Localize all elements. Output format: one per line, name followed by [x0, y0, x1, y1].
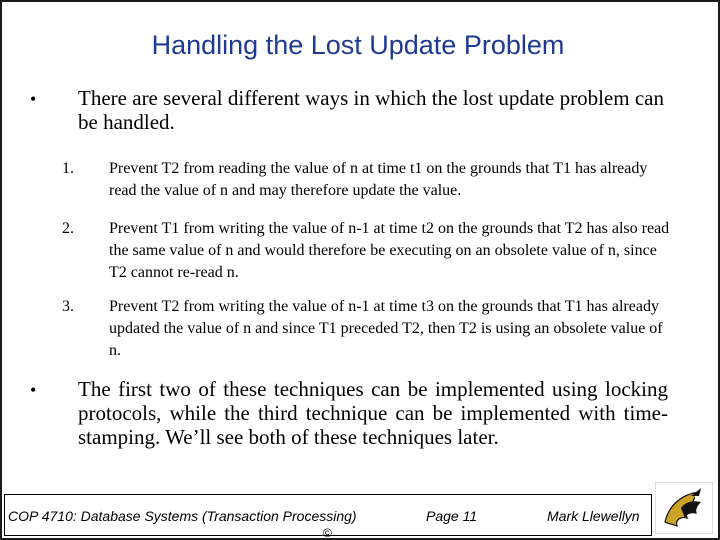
- bullet-text: The first two of these techniques can be implemented using locking protocols, while the third technique can be implemented with time-stamping. We’ll see both of these techniques later.: [78, 377, 668, 449]
- item-number: 3.: [62, 298, 74, 315]
- footer-page: Page 11: [426, 508, 478, 524]
- list-item: Prevent T1 from writing the value of n-1 at time t2 on the grounds that T2 has also read the same value of n and would therefore be executing on an obsolete value of n, since T2 cannot re-read n.: [109, 220, 670, 281]
- item-number: 2.: [62, 220, 74, 237]
- list-item: Prevent T2 from reading the value of n at time t1 on the grounds that T1 has already read the value of n and may therefore update the value.: [109, 160, 648, 199]
- bullet-marker: •: [30, 89, 37, 109]
- item-number: 1.: [62, 160, 74, 177]
- bullet-text: There are several different ways in which the lost update problem can be handled.: [78, 86, 664, 134]
- footer-course: COP 4710: Database Systems (Transaction Processing): [8, 508, 357, 524]
- list-item: Prevent T2 from writing the value of n-1 at time t3 on the grounds that T1 has already updated the value of n and since T1 preceded T2, then T2 is using an obsolete value of n.: [109, 298, 663, 359]
- copyright-symbol: ©: [323, 526, 332, 540]
- slide-title: Handling the Lost Update Problem: [151, 30, 565, 60]
- footer-author: Mark Llewellyn: [547, 508, 640, 524]
- bullet-marker: •: [30, 380, 37, 400]
- pegasus-logo-icon: [655, 482, 713, 534]
